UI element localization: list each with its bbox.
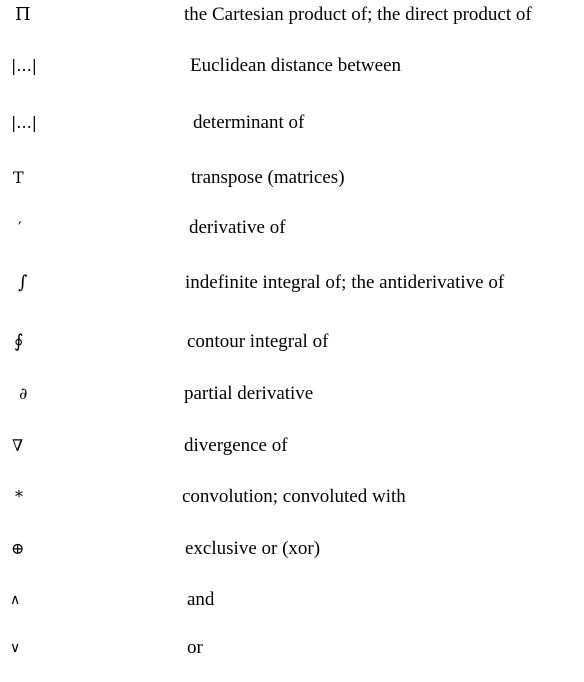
- description-cell: partial derivative: [184, 383, 314, 404]
- table-row-product: [0, 0, 584, 30]
- description-cell: determinant of: [193, 112, 305, 133]
- table-row-transpose: [0, 163, 584, 193]
- symbol-cell: |...|: [11, 113, 38, 132]
- description-cell: or: [187, 637, 203, 658]
- symbol-cell: ′: [18, 218, 22, 237]
- description-cell: derivative of: [189, 217, 286, 238]
- symbol-cell: ∮: [14, 331, 24, 352]
- symbol-cell: ∫: [18, 272, 28, 293]
- symbol-cell: ⊕: [11, 539, 25, 558]
- symbol-cell: ∇: [12, 436, 24, 455]
- description-cell: transpose (matrices): [191, 167, 345, 188]
- description-cell: divergence of: [184, 435, 288, 456]
- table-row-derivative: [0, 213, 584, 243]
- symbol-cell: T: [13, 168, 24, 187]
- description-cell: indefinite integral of; the antiderivative of: [185, 272, 505, 293]
- table-row-divergence: [0, 431, 584, 461]
- description-cell: convolution; convoluted with: [182, 486, 406, 507]
- table-row-xor: [0, 534, 584, 564]
- table-row-and: [0, 585, 584, 615]
- table-row-determinant: [0, 108, 584, 138]
- symbol-cell: *: [15, 487, 23, 506]
- table-row-contour-integral: [0, 327, 584, 357]
- description-cell: and: [187, 589, 215, 610]
- symbol-cell: Π: [15, 4, 31, 25]
- description-cell: Euclidean distance between: [190, 55, 402, 76]
- table-row-or: [0, 633, 584, 663]
- symbol-cell: ∨: [10, 640, 21, 656]
- table-row-partial-derivative: [0, 379, 584, 409]
- description-cell: contour integral of: [187, 331, 329, 352]
- table-row-convolution: [0, 482, 584, 512]
- symbol-cell: ∂: [19, 384, 28, 403]
- description-cell: exclusive or (xor): [185, 538, 321, 559]
- symbol-cell: |...|: [11, 56, 38, 75]
- description-cell: the Cartesian product of; the direct product of: [184, 4, 532, 25]
- table-row-euclidean-distance: [0, 51, 584, 81]
- symbol-cell: ∧: [10, 592, 21, 608]
- table-row-indefinite-integral: [0, 268, 584, 298]
